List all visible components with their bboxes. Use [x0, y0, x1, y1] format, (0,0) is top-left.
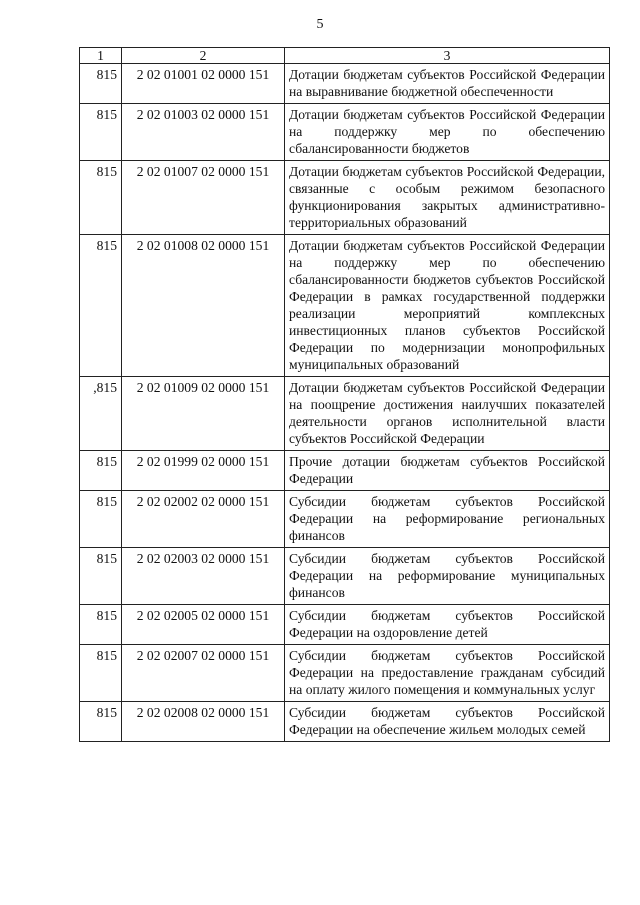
description-cell: Субсидии бюджетам субъектов Российской Федерации на предоставление гражданам субсидий на оплату жилого помещения и коммунальных услуг: [285, 645, 610, 702]
budget-code-cell: 2 02 01007 02 0000 151: [122, 161, 285, 235]
table-row: [80, 235, 610, 377]
description-cell: Дотации бюджетам субъектов Российской Федерации на поощрение достижения наилучших показателей деятельности органов исполнительной власти субъектов Российской Федерации: [285, 377, 610, 451]
description-cell: Дотации бюджетам субъектов Российской Федерации, связанные с особым режимом безопасного функционирования закрытых административно-территориальных образований: [285, 161, 610, 235]
table-row: [80, 104, 610, 161]
admin-code-cell: 815: [80, 161, 122, 235]
table-row: [80, 451, 610, 491]
admin-code-cell: ,815: [80, 377, 122, 451]
budget-code-cell: 2 02 02003 02 0000 151: [122, 548, 285, 605]
table-row: [80, 377, 610, 451]
budget-code-cell: 2 02 01999 02 0000 151: [122, 451, 285, 491]
budget-code-cell: 2 02 01003 02 0000 151: [122, 104, 285, 161]
description-cell: Субсидии бюджетам субъектов Российской Федерации на реформирование региональных финансов: [285, 491, 610, 548]
budget-code-cell: 2 02 01008 02 0000 151: [122, 235, 285, 377]
budget-code-cell: 2 02 02002 02 0000 151: [122, 491, 285, 548]
description-cell: Прочие дотации бюджетам субъектов Российской Федерации: [285, 451, 610, 491]
table-row: [80, 702, 610, 742]
admin-code-cell: 815: [80, 235, 122, 377]
budget-code-cell: 2 02 01001 02 0000 151: [122, 64, 285, 104]
description-cell: Субсидии бюджетам субъектов Российской Федерации на реформирование муниципальных финансов: [285, 548, 610, 605]
column-header-2: 2: [122, 48, 285, 64]
column-header-1: 1: [80, 48, 122, 64]
budget-code-cell: 2 02 02005 02 0000 151: [122, 605, 285, 645]
admin-code-cell: 815: [80, 645, 122, 702]
table-header-row: [80, 48, 610, 64]
admin-code-cell: 815: [80, 451, 122, 491]
table-row: [80, 548, 610, 605]
budget-code-cell: 2 02 02007 02 0000 151: [122, 645, 285, 702]
admin-code-cell: 815: [80, 702, 122, 742]
description-cell: Дотации бюджетам субъектов Российской Федерации на выравнивание бюджетной обеспеченности: [285, 64, 610, 104]
description-cell: Субсидии бюджетам субъектов Российской Федерации на обеспечение жильем молодых семей: [285, 702, 610, 742]
budget-revenue-table: [79, 47, 610, 742]
table-row: [80, 605, 610, 645]
admin-code-cell: 815: [80, 64, 122, 104]
budget-code-cell: 2 02 02008 02 0000 151: [122, 702, 285, 742]
table-row: [80, 645, 610, 702]
description-cell: Дотации бюджетам субъектов Российской Федерации на поддержку мер по обеспечению сбалансированности бюджетов: [285, 104, 610, 161]
description-cell: Дотации бюджетам субъектов Российской Федерации на поддержку мер по обеспечению сбалансированности бюджетов субъектов Российской Федерации в рамках государственной поддержки реализации мероприятий комплексных инвестиционных планов субъектов Российской Федерации по модернизации монопрофильных муниципальных образований: [285, 235, 610, 377]
admin-code-cell: 815: [80, 605, 122, 645]
table-row: [80, 491, 610, 548]
admin-code-cell: 815: [80, 548, 122, 605]
budget-code-cell: 2 02 01009 02 0000 151: [122, 377, 285, 451]
admin-code-cell: 815: [80, 104, 122, 161]
column-header-3: 3: [285, 48, 610, 64]
table-row: [80, 64, 610, 104]
admin-code-cell: 815: [80, 491, 122, 548]
page-number: 5: [316, 17, 324, 32]
table-row: [80, 161, 610, 235]
description-cell: Субсидии бюджетам субъектов Российской Федерации на оздоровление детей: [285, 605, 610, 645]
